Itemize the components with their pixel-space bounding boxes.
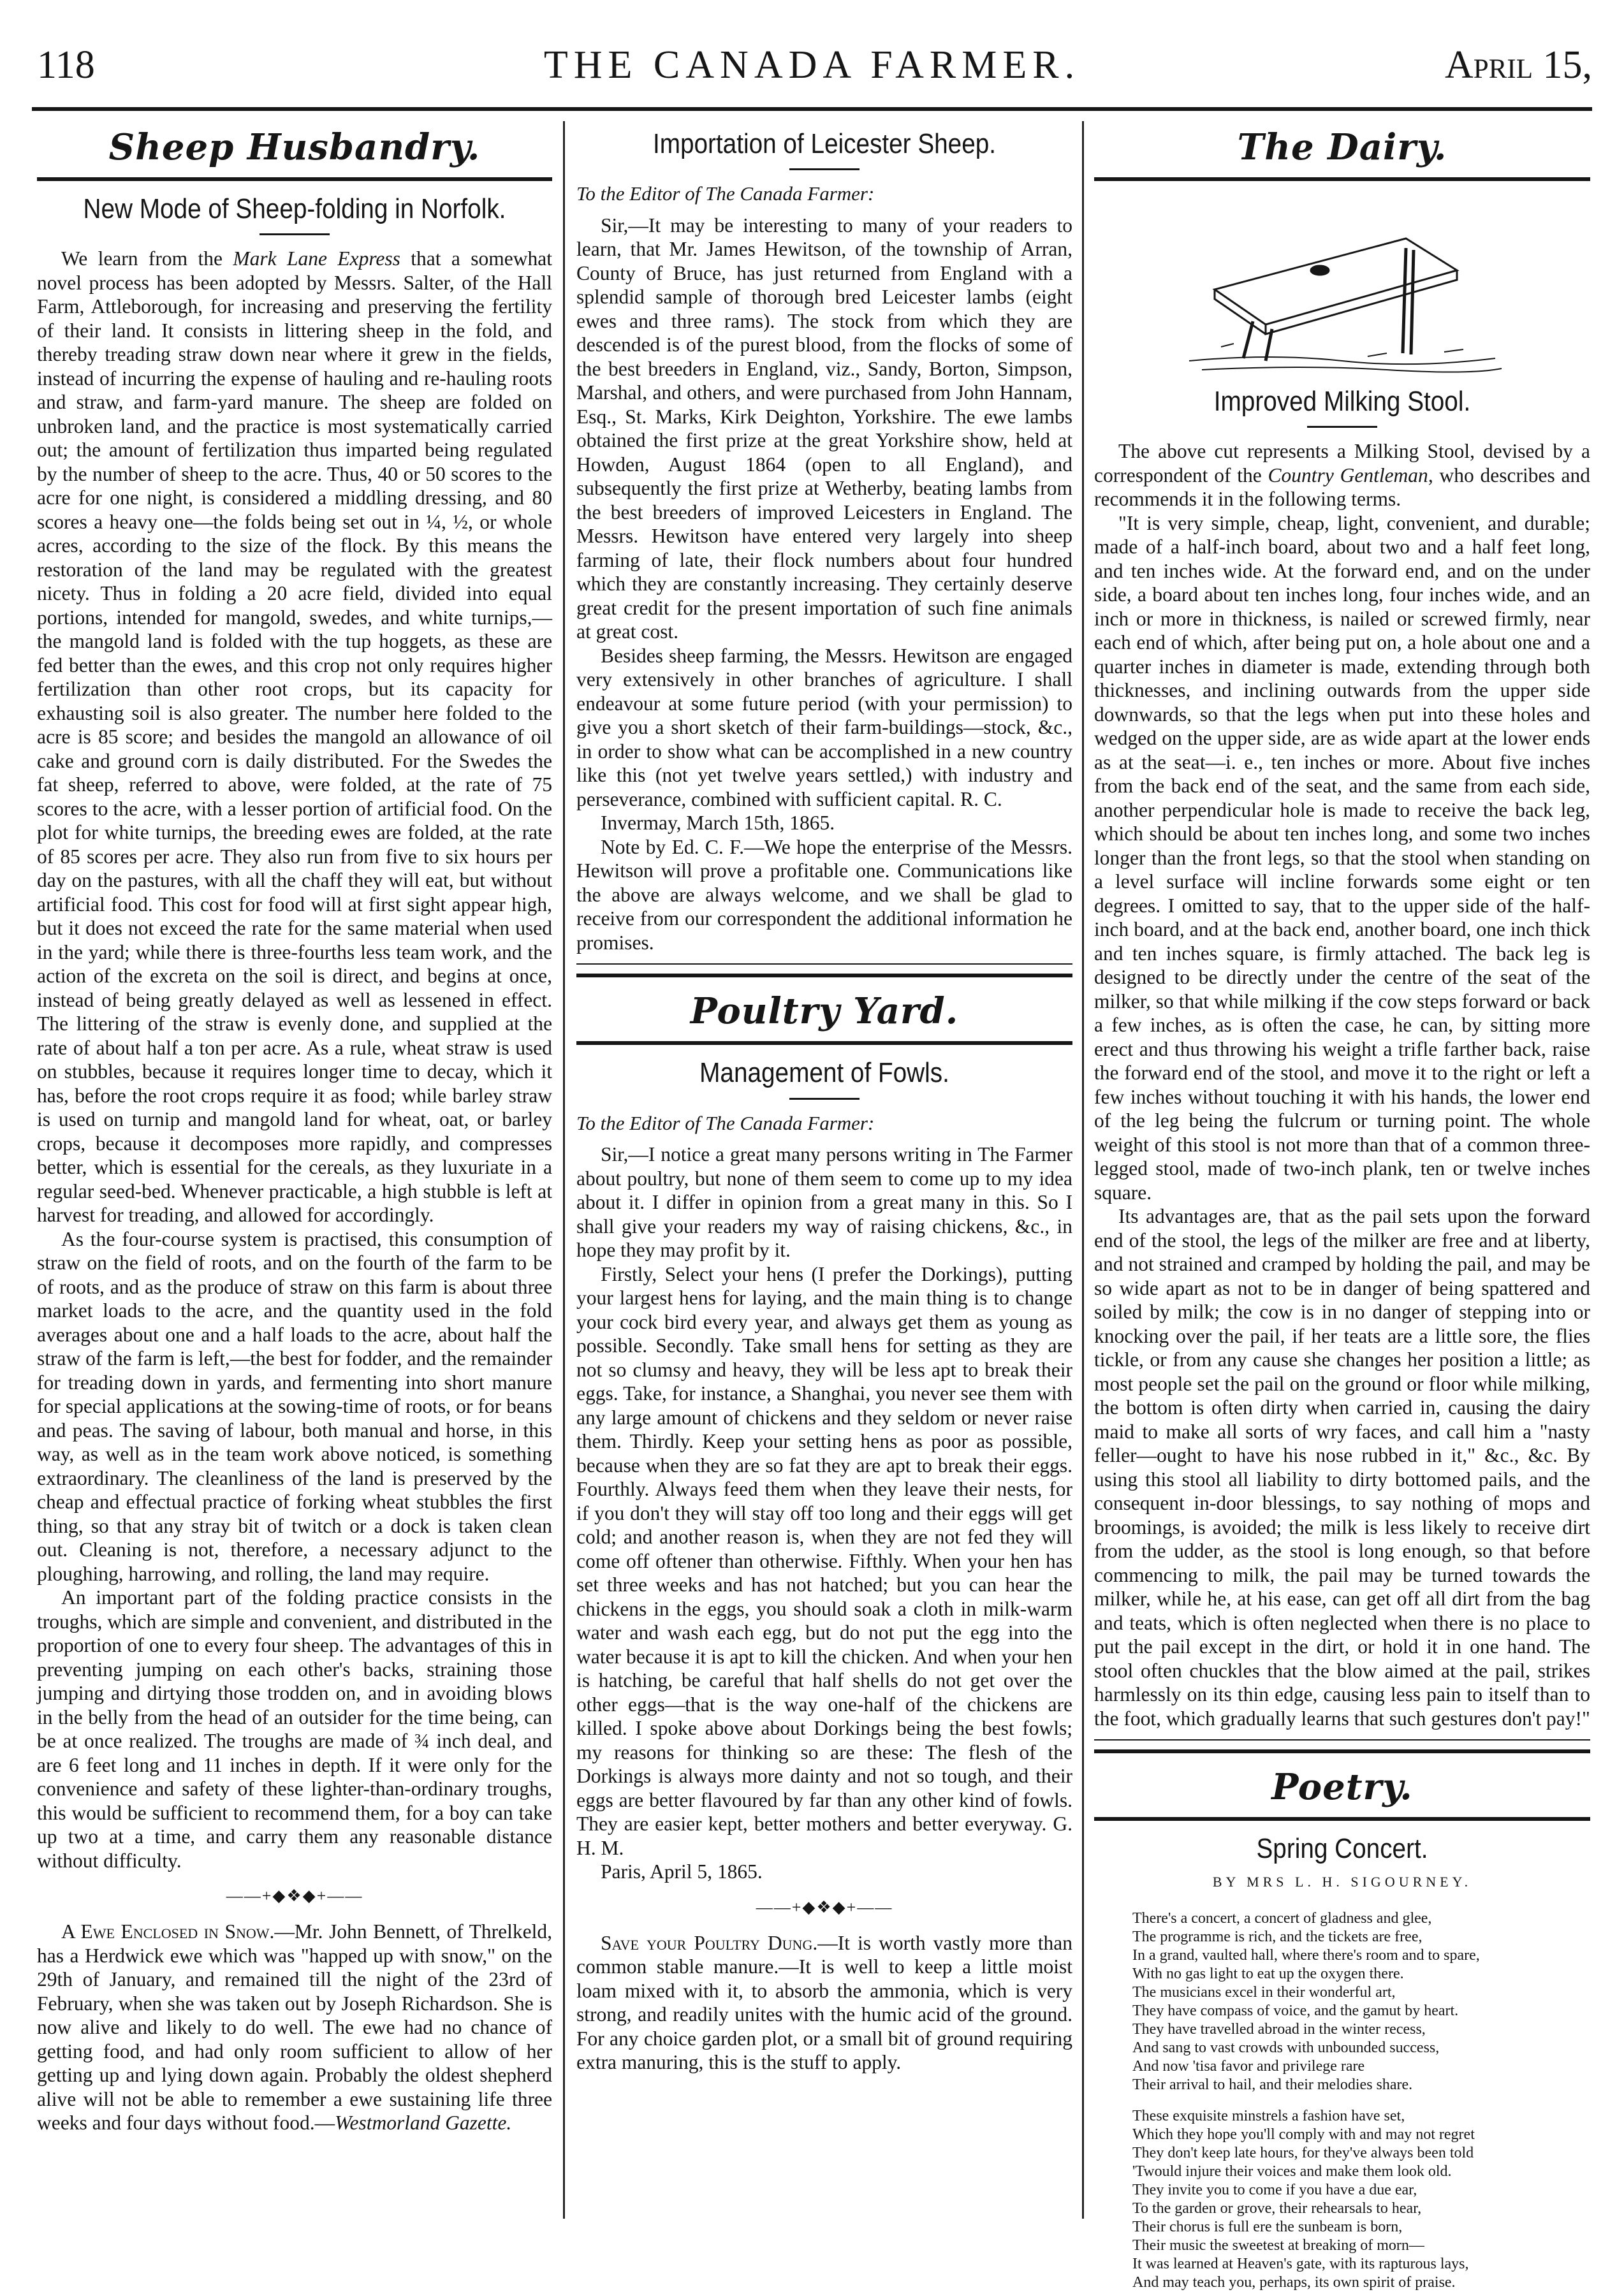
poem-line: The programme is rich, and the tickets are free, — [1132, 1928, 1423, 1945]
article-paragraph: We learn from the Mark Lane Express that a somewhat novel process has been adopted by Messrs. Salter, of the Hall Farm, Attleborough, for increasing and preserving the fertility of their land. It consists in littering sheep in the fold, and thereby treading straw down near where it grew in the fields, instead of incurring the expense of hauling and re-hauling roots and straw, and farm-yard manure. The sheep are folded on unbroken land, and the practice is most systematically carried out; the amount of fertilization thus imparted being regulated by the number of sheep to the acre. Thus, 40 or 50 scores to the acre for one night, is considered a middling dressing, and 80 scores a heavy one—the folds being set out in ¼, ½, or whole acres, according to the size of the flock. By this means the restoration of the land may be regulated with the greatest nicety. Thus in folding a 20 acre field, divided into equal portions, intended for mangold, swedes, and white turnips,—the mangold land is folded with the tup hoggets, as these are fed better than the ewes, and this crop not only requires higher fertilization than other root crops, but its capacity for exhausting soil is also greater. The number here folded to the acre is 85 score; and besides the mangold an allowance of oil cake and ground corn is daily distributed. For the Swedes the fat sheep, referred to above, were folded, at the rate of 75 scores to the acre, with a lesser portion of artificial food. On the plot for white turnips, the breeding ewes are folded, at the rate of 85 scores per acre. They also run from five to six hours per day on the pastures, with all the chaff they will eat, but without artificial food. This cost for food will at first sight appear high, but it does not exceed the rate for the same material when used in the yard; while there is three-fourths less team work, and the action of the excreta on the soil is direct, and begins at once, instead of being greatly delayed as well as lessened in effect. The littering of the straw is evenly done, and supplied at the rate of about half a ton per acre. As a rule, wheat straw is used on stubbles, because it requires longer time to decay, which it has, before the root crops require it as food; while barley straw is used on turnip and mangold land for wheat, oat, or barley crops, because it decomposes more rapidly, and compresses better, which is essential for the cereals, as they luxuriate in a regular seed-bed. Whenever practicable, a high stubble is left at harvest for treading, and allowed for accordingly. — [37, 247, 552, 1227]
poem-line: They don't keep late hours, for they've always been told — [1132, 2144, 1474, 2161]
poem-line: They invite you to come if you have a due ear, — [1132, 2181, 1417, 2198]
poem-body — [1094, 1909, 1590, 2292]
section-rule — [576, 963, 1072, 965]
column-sheep-husbandry — [37, 121, 552, 2212]
ornament-divider: ——+◆❖◆+—— — [756, 1897, 893, 1916]
poem-line: In a grand, vaulted hall, where there's room and to spare, — [1132, 1946, 1480, 1964]
title-rule — [789, 168, 860, 170]
news-item: Save your Poultry Dung.—It is worth vastly more than common stable manure.—It is well to keep a little moist loam mixed with it, to absorb the ammonia, which is very strong, and readily unites with the humic acid of the ground. For any choice garden plot, or a small bit of ground requiring extra manuring, this is the stuff to apply. — [576, 1931, 1072, 2074]
poem-stanza — [1132, 1909, 1590, 2094]
letter-paragraph: Besides sheep farming, the Messrs. Hewitson are engaged very extensively in other branches of agriculture. I shall endeavour at some future period (with your permission) to give you a short sketch of their farm-buildings—stock, &c., in order to show what can be accomplished in a new country like this (not yet twelve years settled,) with industry and perseverance, combined with sufficient capital. R. C. — [576, 644, 1072, 810]
article-title: Importation of Leicester Sheep. — [652, 128, 997, 159]
poem-line: Their chorus is full ere the sunbeam is born, — [1132, 2218, 1403, 2235]
article-title: Improved Milking Stool. — [1213, 386, 1471, 417]
news-source: Westmorland Gazette. — [335, 2112, 512, 2135]
letter-paragraph: Sir,—I notice a great many persons writing in The Farmer about poultry, but none of them seem to come up to my idea about it. I differ in opinion from a great many in this. So I shall give your readers my way of raising chickens, &c., in hope they may profit by it. — [576, 1143, 1072, 1262]
poem-line: These exquisite minstrels a fashion have set, — [1132, 2107, 1405, 2124]
editor-note: Note by Ed. C. F.—We hope the enterprise of the Messrs. Hewitson will prove a profitable one. Communications like the above are always welcome, and we shall be glad to receive from our correspondent the additional information he promises. — [576, 835, 1072, 954]
poem-line: 'Twould injure their voices and make them look old. — [1132, 2163, 1452, 2180]
poem-line: They have compass of voice, and the gamut by heart. — [1132, 2002, 1459, 2019]
department-heading: Sheep Husbandry. — [108, 126, 481, 168]
poem-title: Spring Concert. — [1256, 1833, 1428, 1865]
news-item-heading: A Ewe Enclosed in Snow. — [61, 1920, 275, 1943]
letter-paragraph: Firstly, Select your hens (I prefer the Dorkings), putting your largest hens for laying, and the main thing is to change your cock bird every year, and always get them as young as possible. Secondly. Take small hens for setting as they are not so clumsy and heavy, they will be less apt to break their eggs. Take, for instance, a Shanghai, you never see them with any large amount of chickens and they seldom or never raise them. Thirdly. Keep your setting hens as poor as possible, because when they are so fat they are apt to break their eggs. Fourthly. Always feed them when they leave their nests, for if you don't they will stay off too long and their eggs will get cold; and another reason is, when they are not fed they will come off oftener than otherwise. Fifthly. When your hen has set three weeks and has not hatched; but you can hear the chickens in the eggs, you should soak a cloth in milk-warm water and wash each egg, but do not put the egg into the water because it is apt to kill the chicken. And when your hen is hatching, be careful that half shells do not get over the other eggs—that is the way one-half of the chickens are killed. I spoke above about Dorkings being the best fowls; my reasons for thinking so are these: The flesh of the Dorkings is always more dainty and not so tough, and their eggs are better flavoured by far than any other kind of fowls. They are easier kept, better mothers and better everyway. G. H. M. — [576, 1262, 1072, 1859]
article-paragraph: An important part of the folding practice consists in the troughs, which are simple and convenient, and distributed in the proportion of one to every four sheep. The advantages of this in preventing jumping on each other's backs, straining those jumping and dirtying those trodden on, and in avoiding blows in the belly from the head of an outsider for the time being, can be at once realized. The troughs are made of ¾ inch deal, and are 6 feet long and 11 inches in depth. If it were only for the convenience and safety of these lighter-than-ordinary troughs, this would be sufficient to recommend them, for a boy can take up two at a time, and carry them any reasonable distance without difficulty. — [37, 1586, 552, 1872]
title-rule — [1307, 426, 1377, 428]
poem-line: And may teach you, perhaps, its own spirit of praise. — [1132, 2274, 1456, 2291]
issue-date: April 15, — [1445, 43, 1592, 87]
section-rule-heavy — [1094, 1749, 1590, 1753]
article-paragraph: "It is very simple, cheap, light, convenient, and durable; made of a half-inch board, about two and a half feet long, and ten inches wide. At the forward end, and on the under side, a board about ten inches long, four inches wide, and an inch or more in thickness, is nailed or screwed firmly, near each end of which, after being put on, a hole about one and a quarter inches in diameter is made, extending through both thicknesses, and inclining outwards from the upper side downwards, so that the legs when put into these holes and wedged on the upper side, are as wide apart at the lower ends as at the seat—i. e., ten inches or more. About five inches from the back end of the seat, and the same from each side, another perpendicular hole is made to receive the back leg, which should be about ten inches long, and some two inches longer than the front legs, so that the stool when standing on a level surface will incline forwards some eight or ten degrees. I omitted to say, that to the upper side of the half-inch board, and at the back end, another board, one inch thick and ten inches square, is firmly attached. The back leg is designed to be directly under the centre of the seat of the milker, so that while milking if the cow steps forward or back a few inches, as is often the case, he can, by sitting more erect and thus throwing his weight a trifle farther back, raise the forward end of the stool, and move it to the right or left a few inches without touching it with his hands, the lower end of the leg being the fulcrum or turning point. The whole weight of this stool is not more than that of a common three-legged stool, made of two-inch plank, ten or twelve inches square. — [1094, 511, 1590, 1204]
poem-line: Which they hope you'll comply with and may not regret — [1132, 2126, 1475, 2143]
department-heading: The Dairy. — [1237, 126, 1447, 168]
heading-rule — [1094, 177, 1590, 181]
section-rule — [1094, 1739, 1590, 1741]
title-rule — [789, 1098, 860, 1100]
poem-line: They have travelled abroad in the winter recess, — [1132, 2020, 1426, 2038]
department-heading: Poultry Yard. — [690, 990, 959, 1033]
poem-byline: BY MRS L. H. SIGOURNEY. — [1212, 1873, 1472, 1890]
column-divider — [1082, 121, 1084, 2219]
article-paragraph: As the four-course system is practised, this consumption of straw on the field of roots, and on the fourth of the farm to be of roots, and as the produce of straw on this farm is about three market loads to the acre, and the quantity used in the fold averages about one and a half loads to the acre, about half the straw of the farm is left,—the best for fodder, and the remainder for treading down in yards, and fermenting into short manure for special applications at the sowing-time of roots, or for beans and peas. The saving of labour, both manual and horse, in this way, as well as in the team work above noticed, is something extraordinary. The cleanliness of the land is preserved by the cheap and effectual practice of forking wheat stubbles the first thing, so that any stray bit of twitch or a dock is taken clean out. Cleaning is not, therefore, a necessary adjunct to the ploughing, harrowing, and rolling, the land may require. — [37, 1227, 552, 1585]
department-heading: Poetry. — [1271, 1766, 1413, 1809]
letter-salutation: To the Editor of The Canada Farmer: — [576, 182, 875, 205]
letter-dateline: Invermay, March 15th, 1865. — [601, 812, 835, 835]
poem-line: And sang to vast crowds with unbounded success, — [1132, 2039, 1440, 2056]
poem-line: There's a concert, a concert of gladness and glee, — [1132, 1909, 1432, 1927]
section-rule-heavy — [576, 974, 1072, 977]
column-dairy-poetry — [1094, 121, 1591, 2291]
masthead-rule — [32, 107, 1592, 111]
milking-stool-illustration — [1176, 194, 1508, 379]
article-title: Management of Fowls. — [699, 1057, 949, 1089]
column-divider — [563, 121, 565, 2219]
heading-rule — [37, 177, 552, 181]
page-number: 118 — [37, 43, 95, 87]
poem-line: With no gas light to eat up the oxygen there. — [1132, 1965, 1404, 1982]
poem-line: Their arrival to hail, and their melodies share. — [1132, 2076, 1413, 2093]
news-item-heading: Save your Poultry Dung. — [601, 1931, 818, 1954]
poem-line: And now 'tisa favor and privilege rare — [1132, 2057, 1365, 2075]
newspaper-title: THE CANADA FARMER. — [543, 43, 1081, 87]
letter-dateline: Paris, April 5, 1865. — [601, 1860, 763, 1883]
article-paragraph: The above cut represents a Milking Stool, devised by a correspondent of the Country Gentleman, who describes and recommends it in the following terms. — [1094, 440, 1591, 511]
heading-rule — [1094, 1817, 1590, 1821]
article-paragraph: Its advantages are, that as the pail sets upon the forward end of the stool, the legs of the milker are free and at liberty, and not strained and cramped by holding the pail, and may be so wide apart as not to be in danger of being spattered and soiled by milk; the cow is in no danger of stepping into or knocking over the pail, if her teats are a little sore, the flies tickle, or from any cause she changes her position a little; as most people set the pail on the ground or floor while milking, the bottom is often dirty when carried in, causing the dairy maid to make all sorts of wry faces, and call him a "nasty feller—ought to have his nose rubbed in it," &c., &c. By using this stool all liability to dirty bottomed pails, and the consequent in-door blessings, to say nothing of mops and broomings, is avoided; the milk is less likely to receive dirt from the udder, as the stool is long enough, so that before commencing to milk, the pail may be turned towards the milker, while he, at his ease, can get off all dirt from the bag and teats, which is often neglected when there is no place to put the pail except in the dirt, or hold it in one hand. The stool often chuckles that the blow aimed at the pail, strikes harmlessly on its thin edge, causing less pain to itself than to the foot, which gradually learns that such gestures don't pay!" — [1094, 1205, 1590, 1730]
poem-line: Their music the sweetest at breaking of morn— — [1132, 2237, 1424, 2254]
article-title: New Mode of Sheep-folding in Norfolk. — [83, 193, 506, 224]
title-rule — [260, 233, 330, 235]
ornament-divider: ——+◆❖◆+—— — [226, 1887, 363, 1906]
masthead — [32, 33, 1592, 97]
poem-line: To the garden or grove, their rehearsals to hear, — [1132, 2200, 1422, 2217]
publication-name: Country Gentleman — [1268, 464, 1428, 486]
poem-stanza — [1132, 2107, 1590, 2292]
publication-name: Mark Lane Express — [233, 247, 400, 270]
poem-line: It was learned at Heaven's gate, with its rapturous lays, — [1132, 2255, 1469, 2272]
news-item: A Ewe Enclosed in Snow.—Mr. John Bennett, of Threlkeld, has a Herdwick ewe which was "happed up with snow," on the 29th of January, and remained till the night of the 23rd of February, when she was taken out by Joseph Richardson. She is now alive and likely to do well. The ewe had no chance of getting food, and had only room sufficient to allow of her getting up and lying down again. Probably the oldest shepherd alive will not be able to remember a ewe sustaining life three weeks and four days without food.—Westmorland Gazette. — [37, 1920, 552, 2135]
heading-rule — [576, 1041, 1072, 1045]
column-importation-poultry — [576, 121, 1072, 2212]
poem-line: The musicians excel in their wonderful art, — [1132, 1983, 1396, 2001]
letter-salutation: To the Editor of The Canada Farmer: — [576, 1111, 875, 1134]
letter-paragraph: Sir,—It may be interesting to many of your readers to learn, that Mr. James Hewitson, of the township of Arran, County of Bruce, has just returned from England with a splendid sample of thorough bred Leicester lambs (eight ewes and three rams). The stock from which they are descended is of the purest blood, from the flocks of some of the best breeders in England, viz., Sandy, Borton, Simpson, Marshal, and others, and were purchased from John Hannam, Esq., St. Marks, Kirk Deighton, Yorkshire. The ewe lambs obtained the first prize at the great Yorkshire show, held at Howden, August 1864 (open to all England), and subsequently the first prize at Wetherby, beating lambs from the best breeders of improved Leicesters in England. The Messrs. Hewitson have entered very largely into sheep farming of late, their flock numbers about four hundred which they are constantly increasing. They certainly deserve great credit for the present importation of such fine animals at great cost. — [576, 214, 1072, 643]
